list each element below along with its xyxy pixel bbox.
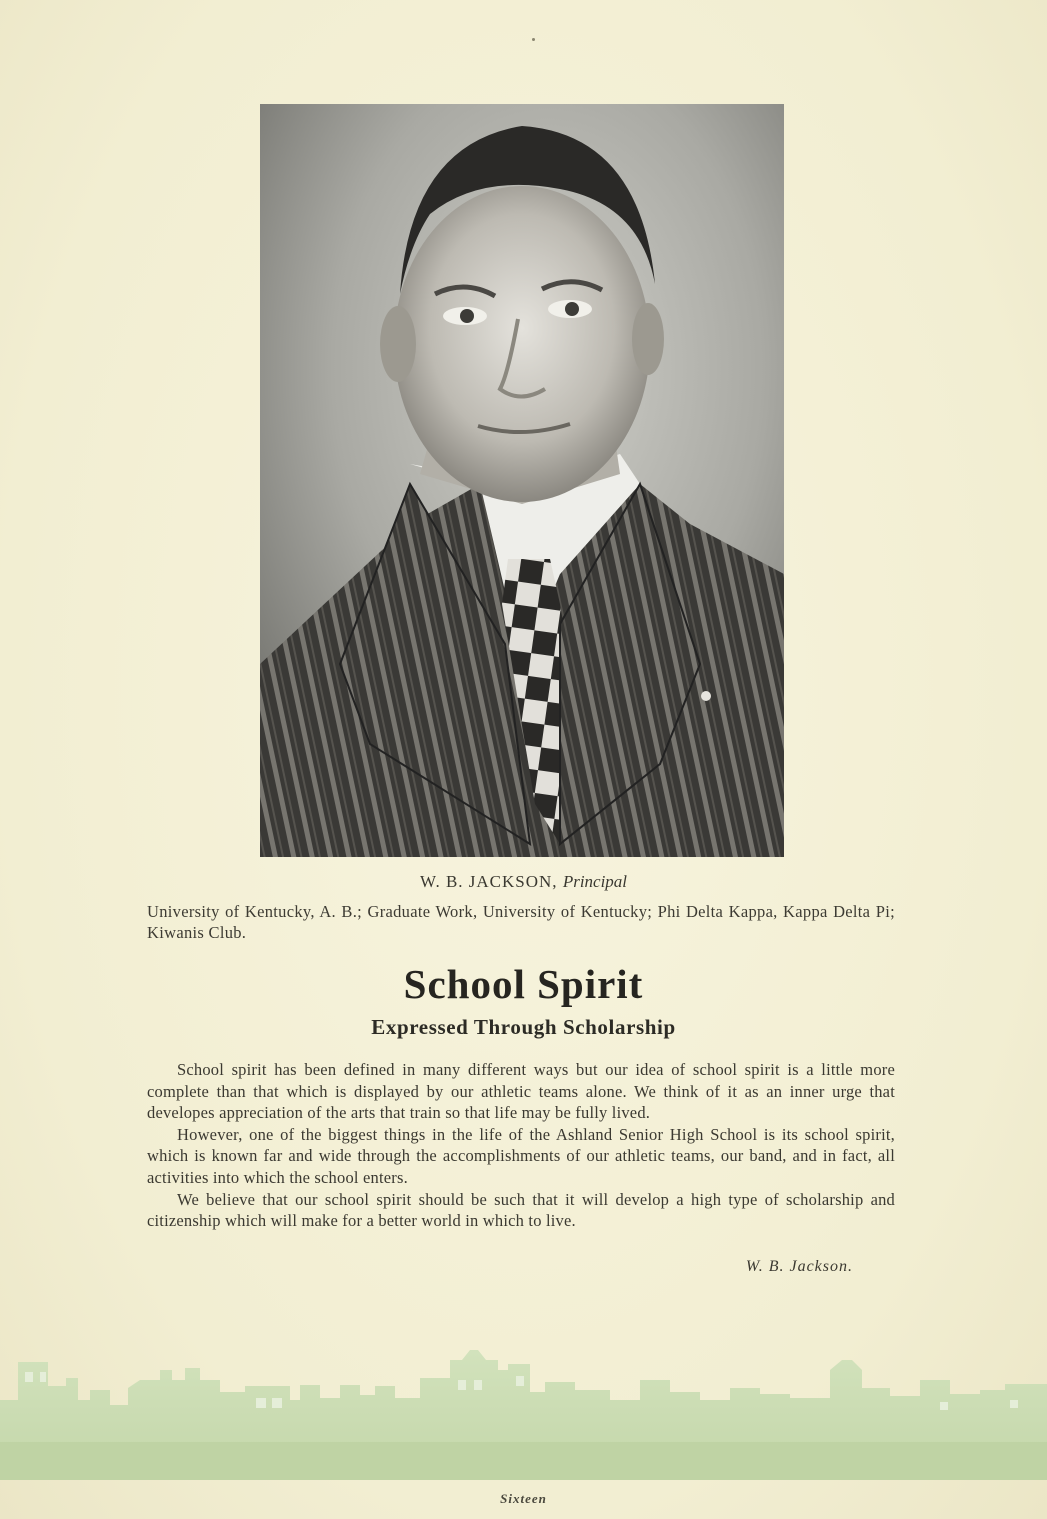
article-paragraph: However, one of the biggest things in the life of the Ashland Senior High School is its school spirit, which is known far and wide through the accomplishments of our athletic teams, our band, and in fact, all activities into which the school enters. (147, 1124, 895, 1187)
page-number: Sixteen (500, 1491, 547, 1506)
article-paragraph: We believe that our school spirit should be such that it will develop a high type of scholarship and citizenship which will make for a better world in which to live. (147, 1189, 895, 1231)
principal-title: Principal (562, 872, 628, 891)
print-speck (532, 38, 535, 41)
principal-credentials: University of Kentucky, A. B.; Graduate Work, University of Kentucky; Phi Delta Kappa, Kappa Delta Pi; Kiwanis Club. (147, 902, 895, 942)
article-heading: School Spirit (403, 961, 644, 1007)
city-skyline-decoration (0, 1350, 1047, 1480)
principal-portrait-photo (260, 104, 784, 857)
article-paragraph: School spirit has been defined in many different ways but our idea of school spirit is a little more complete than that which is displayed by our athletic teams alone. We think of it as an inner urge that developes appreciation of the arts that train so that life may be fully lived. (147, 1060, 895, 1123)
portrait-caption (0, 872, 1047, 892)
article-signature: W. B. Jackson. (745, 1258, 853, 1275)
article-subheading: Expressed Through Scholarship (371, 1015, 676, 1039)
article-body (147, 1059, 895, 1232)
principal-name: W. B. JACKSON, (419, 872, 558, 891)
